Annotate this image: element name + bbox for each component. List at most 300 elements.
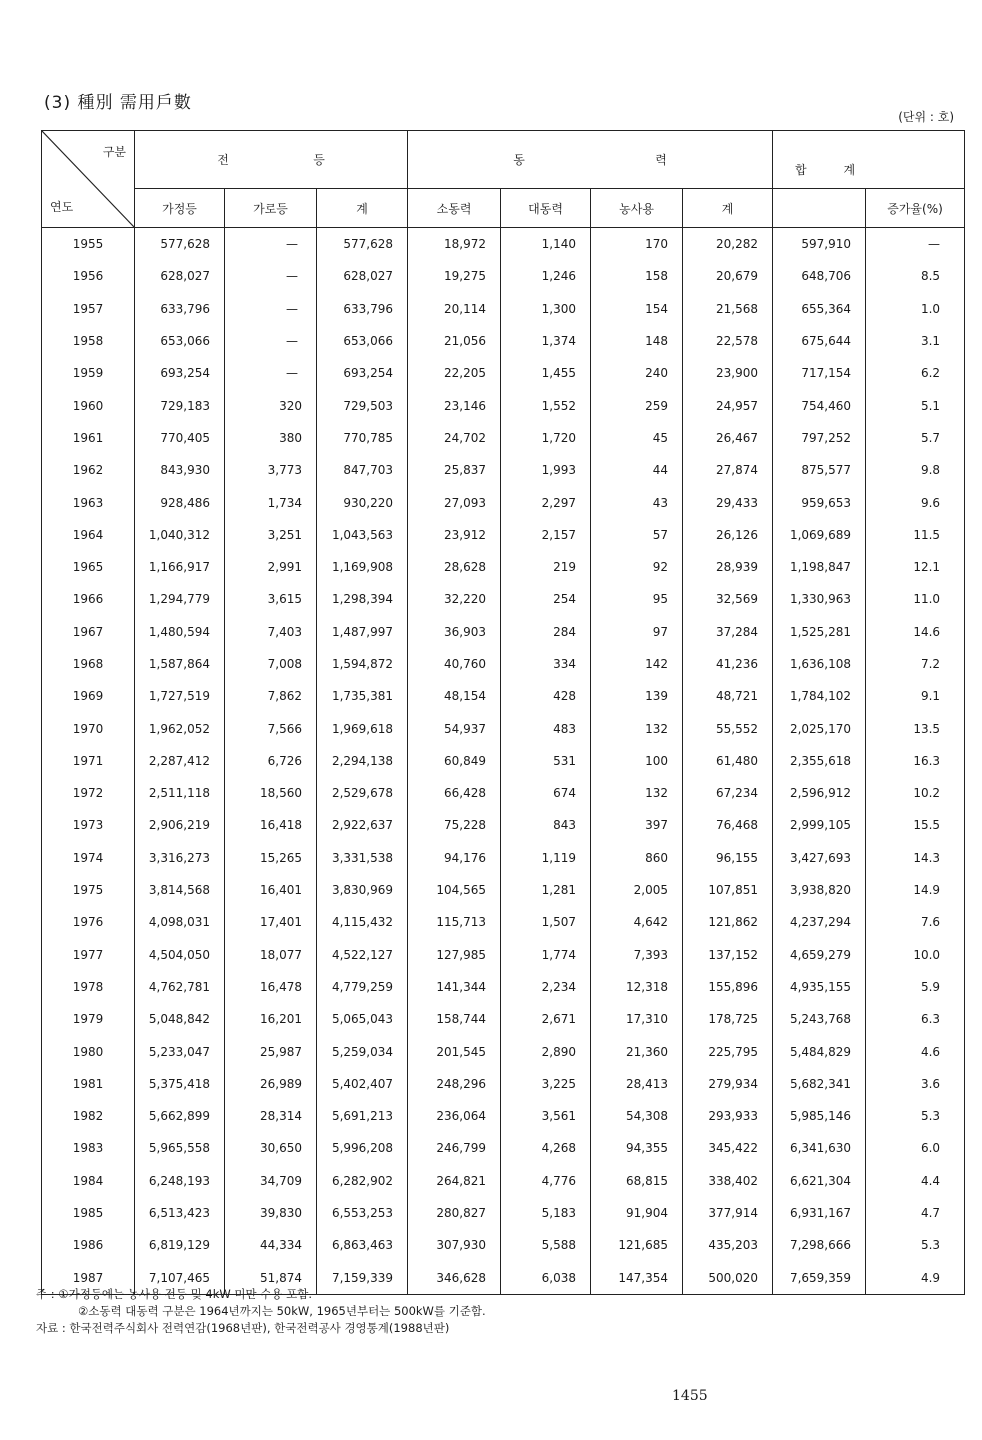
value-cell: 3,814,568 xyxy=(135,874,225,906)
header-category: 구분 xyxy=(102,145,126,159)
table-row xyxy=(42,1100,965,1132)
value-cell: 959,653 xyxy=(773,486,866,518)
value-cell: 44,334 xyxy=(225,1229,317,1261)
value-cell: 6,819,129 xyxy=(135,1229,225,1261)
header-large-power: 대동력 xyxy=(501,189,591,228)
value-cell: 127,985 xyxy=(408,939,501,971)
header-total-char: 계 xyxy=(843,163,856,177)
year-cell: 1965 xyxy=(42,551,135,583)
table-row xyxy=(42,939,965,971)
table-row xyxy=(42,648,965,680)
value-cell: 7,107,465 xyxy=(135,1262,225,1295)
value-cell: 4,935,155 xyxy=(773,971,866,1003)
value-cell: 1,774 xyxy=(501,939,591,971)
table-row xyxy=(42,712,965,744)
value-cell: 843,930 xyxy=(135,454,225,486)
value-cell: 55,552 xyxy=(683,712,773,744)
year-cell: 1961 xyxy=(42,422,135,454)
value-cell: 132 xyxy=(591,712,683,744)
value-cell: 48,154 xyxy=(408,680,501,712)
value-cell: 21,360 xyxy=(591,1035,683,1067)
year-cell: 1977 xyxy=(42,939,135,971)
value-cell: 26,126 xyxy=(683,519,773,551)
value-cell: 5,985,146 xyxy=(773,1100,866,1132)
value-cell: 729,183 xyxy=(135,389,225,421)
value-cell: 4,522,127 xyxy=(317,939,408,971)
value-cell: 18,560 xyxy=(225,777,317,809)
table-row xyxy=(42,1003,965,1035)
growth-rate-cell: 14.9 xyxy=(866,874,965,906)
year-cell: 1975 xyxy=(42,874,135,906)
table-row xyxy=(42,389,965,421)
growth-rate-cell: 4.7 xyxy=(866,1197,965,1229)
value-cell: 264,821 xyxy=(408,1165,501,1197)
value-cell: 22,205 xyxy=(408,357,501,389)
value-cell: 3,225 xyxy=(501,1068,591,1100)
value-cell: 61,480 xyxy=(683,745,773,777)
value-cell: 334 xyxy=(501,648,591,680)
value-cell: 860 xyxy=(591,842,683,874)
value-cell: 1,636,108 xyxy=(773,648,866,680)
value-cell: 693,254 xyxy=(135,357,225,389)
value-cell: 4,098,031 xyxy=(135,906,225,938)
value-cell: 132 xyxy=(591,777,683,809)
value-cell: 23,900 xyxy=(683,357,773,389)
value-cell: 158 xyxy=(591,260,683,292)
growth-rate-cell: 10.2 xyxy=(866,777,965,809)
value-cell: 1,166,917 xyxy=(135,551,225,583)
value-cell: 6,248,193 xyxy=(135,1165,225,1197)
value-cell: 5,233,047 xyxy=(135,1035,225,1067)
value-cell: 1,480,594 xyxy=(135,616,225,648)
value-cell: 2,511,118 xyxy=(135,777,225,809)
value-cell: 6,513,423 xyxy=(135,1197,225,1229)
value-cell: 170 xyxy=(591,228,683,261)
value-cell: 219 xyxy=(501,551,591,583)
value-cell: 428 xyxy=(501,680,591,712)
table-row xyxy=(42,906,965,938)
year-cell: 1956 xyxy=(42,260,135,292)
value-cell: 21,568 xyxy=(683,293,773,325)
value-cell: 139 xyxy=(591,680,683,712)
value-cell: 3,331,538 xyxy=(317,842,408,874)
value-cell: 1,993 xyxy=(501,454,591,486)
value-cell: 2,922,637 xyxy=(317,809,408,841)
value-cell: 107,851 xyxy=(683,874,773,906)
value-cell: 653,066 xyxy=(135,325,225,357)
growth-rate-cell: 9.1 xyxy=(866,680,965,712)
value-cell: 7,393 xyxy=(591,939,683,971)
value-cell: 23,912 xyxy=(408,519,501,551)
value-cell: 279,934 xyxy=(683,1068,773,1100)
value-cell: 531 xyxy=(501,745,591,777)
value-cell: 729,503 xyxy=(317,389,408,421)
value-cell: 28,628 xyxy=(408,551,501,583)
value-cell: 254 xyxy=(501,583,591,615)
value-cell: 293,933 xyxy=(683,1100,773,1132)
value-cell: 3,427,693 xyxy=(773,842,866,874)
growth-rate-cell: 14.3 xyxy=(866,842,965,874)
value-cell: 76,468 xyxy=(683,809,773,841)
growth-rate-cell: 4.9 xyxy=(866,1262,965,1295)
value-cell: 7,008 xyxy=(225,648,317,680)
value-cell: 7,298,666 xyxy=(773,1229,866,1261)
value-cell: 1,246 xyxy=(501,260,591,292)
value-cell: 6,341,630 xyxy=(773,1132,866,1164)
header-power-char: 력 xyxy=(655,153,667,167)
year-cell: 1972 xyxy=(42,777,135,809)
value-cell: 1,169,908 xyxy=(317,551,408,583)
header-small-power: 소동력 xyxy=(408,189,501,228)
header-lighting-subtotal: 계 xyxy=(317,189,408,228)
value-cell: 875,577 xyxy=(773,454,866,486)
value-cell: 3,561 xyxy=(501,1100,591,1132)
value-cell: 1,043,563 xyxy=(317,519,408,551)
value-cell: 2,906,219 xyxy=(135,809,225,841)
year-cell: 1964 xyxy=(42,519,135,551)
value-cell: 7,659,359 xyxy=(773,1262,866,1295)
value-cell: 6,863,463 xyxy=(317,1229,408,1261)
table-row xyxy=(42,616,965,648)
value-cell: 320 xyxy=(225,389,317,421)
value-cell: 1,507 xyxy=(501,906,591,938)
value-cell: 717,154 xyxy=(773,357,866,389)
value-cell: 68,815 xyxy=(591,1165,683,1197)
value-cell: 1,455 xyxy=(501,357,591,389)
value-cell: 75,228 xyxy=(408,809,501,841)
value-cell: 121,862 xyxy=(683,906,773,938)
value-cell: 92 xyxy=(591,551,683,583)
value-cell: 30,650 xyxy=(225,1132,317,1164)
growth-rate-cell: 4.4 xyxy=(866,1165,965,1197)
table-row xyxy=(42,1229,965,1261)
table-row xyxy=(42,519,965,551)
year-cell: 1957 xyxy=(42,293,135,325)
value-cell: 345,422 xyxy=(683,1132,773,1164)
value-cell: 6,553,253 xyxy=(317,1197,408,1229)
growth-rate-cell: 9.6 xyxy=(866,486,965,518)
table-row xyxy=(42,325,965,357)
value-cell: 225,795 xyxy=(683,1035,773,1067)
value-cell: — xyxy=(225,325,317,357)
year-cell: 1962 xyxy=(42,454,135,486)
value-cell: 100 xyxy=(591,745,683,777)
value-cell: 797,252 xyxy=(773,422,866,454)
growth-rate-cell: 10.0 xyxy=(866,939,965,971)
header-total-blank xyxy=(773,189,866,228)
value-cell: 5,965,558 xyxy=(135,1132,225,1164)
table-row xyxy=(42,357,965,389)
value-cell: 1,525,281 xyxy=(773,616,866,648)
value-cell: 2,596,912 xyxy=(773,777,866,809)
value-cell: 36,903 xyxy=(408,616,501,648)
value-cell: 5,243,768 xyxy=(773,1003,866,1035)
value-cell: 24,957 xyxy=(683,389,773,421)
table-row xyxy=(42,486,965,518)
value-cell: 22,578 xyxy=(683,325,773,357)
value-cell: 24,702 xyxy=(408,422,501,454)
value-cell: 655,364 xyxy=(773,293,866,325)
year-cell: 1969 xyxy=(42,680,135,712)
value-cell: 236,064 xyxy=(408,1100,501,1132)
value-cell: 32,569 xyxy=(683,583,773,615)
value-cell: 628,027 xyxy=(317,260,408,292)
value-cell: 1,281 xyxy=(501,874,591,906)
year-cell: 1973 xyxy=(42,809,135,841)
value-cell: 633,796 xyxy=(317,293,408,325)
value-cell: 26,467 xyxy=(683,422,773,454)
value-cell: 380 xyxy=(225,422,317,454)
value-cell: 28,939 xyxy=(683,551,773,583)
value-cell: 148 xyxy=(591,325,683,357)
value-cell: 847,703 xyxy=(317,454,408,486)
growth-rate-cell: 9.8 xyxy=(866,454,965,486)
value-cell: 770,405 xyxy=(135,422,225,454)
table-row xyxy=(42,971,965,1003)
value-cell: 3,316,273 xyxy=(135,842,225,874)
year-cell: 1981 xyxy=(42,1068,135,1100)
growth-rate-cell: 12.1 xyxy=(866,551,965,583)
year-cell: 1978 xyxy=(42,971,135,1003)
value-cell: 41,236 xyxy=(683,648,773,680)
growth-rate-cell: 5.3 xyxy=(866,1100,965,1132)
value-cell: 2,671 xyxy=(501,1003,591,1035)
header-lighting-char: 등 xyxy=(313,153,325,167)
value-cell: 1,069,689 xyxy=(773,519,866,551)
value-cell: 259 xyxy=(591,389,683,421)
value-cell: 20,282 xyxy=(683,228,773,261)
value-cell: 2,005 xyxy=(591,874,683,906)
value-cell: 178,725 xyxy=(683,1003,773,1035)
value-cell: 5,691,213 xyxy=(317,1100,408,1132)
footnotes xyxy=(36,1286,486,1337)
header-power-subtotal: 계 xyxy=(683,189,773,228)
year-cell: 1970 xyxy=(42,712,135,744)
value-cell: 1,294,779 xyxy=(135,583,225,615)
value-cell: 28,314 xyxy=(225,1100,317,1132)
year-cell: 1974 xyxy=(42,842,135,874)
value-cell: 6,038 xyxy=(501,1262,591,1295)
header-agricultural: 농사용 xyxy=(591,189,683,228)
note-2: ②소동력 대동력 구분은 1964년까지는 50kW, 1965년부터는 500kW를 기준함. xyxy=(78,1304,486,1318)
value-cell: 15,265 xyxy=(225,842,317,874)
value-cell: 2,287,412 xyxy=(135,745,225,777)
value-cell: 754,460 xyxy=(773,389,866,421)
value-cell: 1,300 xyxy=(501,293,591,325)
value-cell: 6,621,304 xyxy=(773,1165,866,1197)
value-cell: 91,904 xyxy=(591,1197,683,1229)
value-cell: 1,784,102 xyxy=(773,680,866,712)
value-cell: 5,662,899 xyxy=(135,1100,225,1132)
table-row xyxy=(42,1068,965,1100)
value-cell: 5,259,034 xyxy=(317,1035,408,1067)
value-cell: 5,375,418 xyxy=(135,1068,225,1100)
value-cell: 930,220 xyxy=(317,486,408,518)
table-body xyxy=(42,228,965,1295)
year-cell: 1963 xyxy=(42,486,135,518)
value-cell: 6,726 xyxy=(225,745,317,777)
value-cell: 6,282,902 xyxy=(317,1165,408,1197)
value-cell: 201,545 xyxy=(408,1035,501,1067)
value-cell: 54,937 xyxy=(408,712,501,744)
value-cell: 377,914 xyxy=(683,1197,773,1229)
value-cell: 770,785 xyxy=(317,422,408,454)
value-cell: 577,628 xyxy=(317,228,408,261)
value-cell: 137,152 xyxy=(683,939,773,971)
growth-rate-cell: 3.6 xyxy=(866,1068,965,1100)
table-row xyxy=(42,777,965,809)
value-cell: 2,991 xyxy=(225,551,317,583)
value-cell: 674 xyxy=(501,777,591,809)
value-cell: — xyxy=(225,228,317,261)
table-row xyxy=(42,1132,965,1164)
value-cell: 248,296 xyxy=(408,1068,501,1100)
value-cell: 54,308 xyxy=(591,1100,683,1132)
table-row xyxy=(42,293,965,325)
value-cell: 307,930 xyxy=(408,1229,501,1261)
value-cell: 28,413 xyxy=(591,1068,683,1100)
value-cell: 27,093 xyxy=(408,486,501,518)
year-cell: 1958 xyxy=(42,325,135,357)
value-cell: 7,862 xyxy=(225,680,317,712)
value-cell: — xyxy=(225,293,317,325)
value-cell: 18,077 xyxy=(225,939,317,971)
value-cell: 7,159,339 xyxy=(317,1262,408,1295)
growth-rate-cell: — xyxy=(866,228,965,261)
header-power-char: 동 xyxy=(513,153,525,167)
year-cell: 1959 xyxy=(42,357,135,389)
value-cell: 94,176 xyxy=(408,842,501,874)
value-cell: 5,588 xyxy=(501,1229,591,1261)
value-cell: 280,827 xyxy=(408,1197,501,1229)
value-cell: 19,275 xyxy=(408,260,501,292)
value-cell: 2,355,618 xyxy=(773,745,866,777)
value-cell: 346,628 xyxy=(408,1262,501,1295)
value-cell: 633,796 xyxy=(135,293,225,325)
growth-rate-cell: 4.6 xyxy=(866,1035,965,1067)
header-power-group xyxy=(408,131,773,189)
value-cell: 1,720 xyxy=(501,422,591,454)
header-year: 연도 xyxy=(50,200,74,214)
value-cell: 60,849 xyxy=(408,745,501,777)
value-cell: 2,890 xyxy=(501,1035,591,1067)
corner-header xyxy=(42,131,135,228)
value-cell: 142 xyxy=(591,648,683,680)
value-cell: 141,344 xyxy=(408,971,501,1003)
year-cell: 1986 xyxy=(42,1229,135,1261)
value-cell: 483 xyxy=(501,712,591,744)
growth-rate-cell: 14.6 xyxy=(866,616,965,648)
growth-rate-cell: 13.5 xyxy=(866,712,965,744)
value-cell: 4,504,050 xyxy=(135,939,225,971)
header-street-lighting: 가로등 xyxy=(225,189,317,228)
value-cell: 25,837 xyxy=(408,454,501,486)
value-cell: 3,615 xyxy=(225,583,317,615)
value-cell: 5,682,341 xyxy=(773,1068,866,1100)
value-cell: 597,910 xyxy=(773,228,866,261)
value-cell: 104,565 xyxy=(408,874,501,906)
value-cell: 21,056 xyxy=(408,325,501,357)
year-cell: 1982 xyxy=(42,1100,135,1132)
growth-rate-cell: 8.5 xyxy=(866,260,965,292)
header-total-group xyxy=(773,131,965,189)
value-cell: 27,874 xyxy=(683,454,773,486)
value-cell: 147,354 xyxy=(591,1262,683,1295)
value-cell: 18,972 xyxy=(408,228,501,261)
value-cell: 44 xyxy=(591,454,683,486)
header-household-lighting: 가정등 xyxy=(135,189,225,228)
value-cell: 39,830 xyxy=(225,1197,317,1229)
year-cell: 1987 xyxy=(42,1262,135,1295)
value-cell: 5,402,407 xyxy=(317,1068,408,1100)
value-cell: 4,779,259 xyxy=(317,971,408,1003)
value-cell: 48,721 xyxy=(683,680,773,712)
table-row xyxy=(42,680,965,712)
table-row xyxy=(42,1165,965,1197)
value-cell: 67,234 xyxy=(683,777,773,809)
header-lighting-char: 전 xyxy=(217,153,229,167)
value-cell: 37,284 xyxy=(683,616,773,648)
value-cell: 843 xyxy=(501,809,591,841)
value-cell: 16,401 xyxy=(225,874,317,906)
value-cell: 20,679 xyxy=(683,260,773,292)
unit-label: (단위 : 호) xyxy=(898,110,954,124)
value-cell: 154 xyxy=(591,293,683,325)
value-cell: 2,234 xyxy=(501,971,591,1003)
table-row xyxy=(42,260,965,292)
growth-rate-cell: 5.9 xyxy=(866,971,965,1003)
value-cell: 1,298,394 xyxy=(317,583,408,615)
value-cell: 16,478 xyxy=(225,971,317,1003)
value-cell: 693,254 xyxy=(317,357,408,389)
value-cell: 4,115,432 xyxy=(317,906,408,938)
table-row xyxy=(42,809,965,841)
year-cell: 1983 xyxy=(42,1132,135,1164)
value-cell: 4,762,781 xyxy=(135,971,225,1003)
value-cell: 628,027 xyxy=(135,260,225,292)
value-cell: 577,628 xyxy=(135,228,225,261)
value-cell: 648,706 xyxy=(773,260,866,292)
value-cell: 1,552 xyxy=(501,389,591,421)
year-cell: 1980 xyxy=(42,1035,135,1067)
value-cell: 284 xyxy=(501,616,591,648)
value-cell: 1,040,312 xyxy=(135,519,225,551)
value-cell: 17,310 xyxy=(591,1003,683,1035)
year-cell: 1967 xyxy=(42,616,135,648)
value-cell: 3,251 xyxy=(225,519,317,551)
value-cell: 1,962,052 xyxy=(135,712,225,744)
value-cell: 5,048,842 xyxy=(135,1003,225,1035)
value-cell: 7,403 xyxy=(225,616,317,648)
value-cell: 3,830,969 xyxy=(317,874,408,906)
value-cell: 2,157 xyxy=(501,519,591,551)
value-cell: 17,401 xyxy=(225,906,317,938)
year-cell: 1984 xyxy=(42,1165,135,1197)
value-cell: 3,938,820 xyxy=(773,874,866,906)
value-cell: 1,487,997 xyxy=(317,616,408,648)
value-cell: 5,183 xyxy=(501,1197,591,1229)
growth-rate-cell: 3.1 xyxy=(866,325,965,357)
growth-rate-cell: 15.5 xyxy=(866,809,965,841)
year-cell: 1985 xyxy=(42,1197,135,1229)
value-cell: 675,644 xyxy=(773,325,866,357)
value-cell: 40,760 xyxy=(408,648,501,680)
value-cell: 653,066 xyxy=(317,325,408,357)
value-cell: 7,566 xyxy=(225,712,317,744)
table-row xyxy=(42,1035,965,1067)
value-cell: 57 xyxy=(591,519,683,551)
year-cell: 1979 xyxy=(42,1003,135,1035)
